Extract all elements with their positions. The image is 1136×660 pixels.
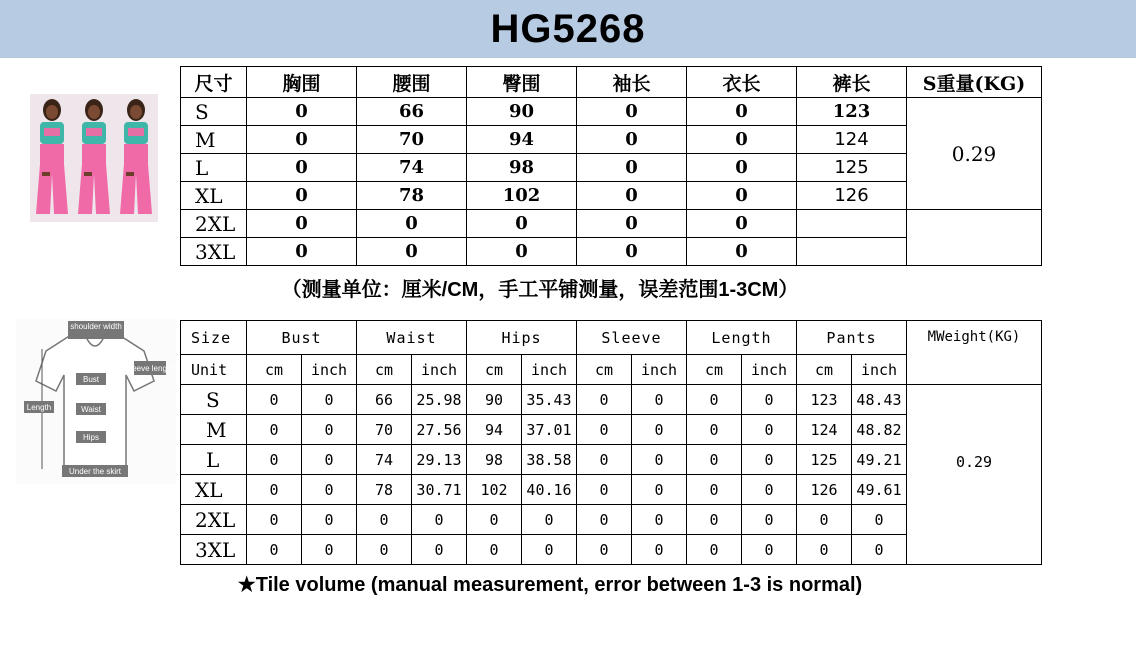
value-cell: 0	[247, 385, 302, 415]
bust-cell: 0	[247, 238, 357, 266]
table-row	[181, 98, 1042, 126]
value-cell: 66	[357, 385, 412, 415]
value-cell: 0	[852, 505, 907, 535]
bust-cell: 0	[247, 98, 357, 126]
unit-cm: cm	[687, 355, 742, 385]
value-cell: 0	[357, 535, 412, 565]
waist-cell: 66	[357, 98, 467, 126]
size-cell: S	[181, 98, 247, 126]
bust-cell: 0	[247, 210, 357, 238]
waist-label: Waist	[81, 405, 101, 414]
value-cell: 27.56	[412, 415, 467, 445]
value-cell: 0	[687, 505, 742, 535]
value-cell: 98	[467, 445, 522, 475]
dress-diagram	[16, 319, 176, 484]
hips-cell: 0	[467, 238, 577, 266]
value-cell: 40.16	[522, 475, 577, 505]
unit-inch: inch	[302, 355, 357, 385]
value-cell: 0	[302, 445, 357, 475]
waist-cell: 70	[357, 126, 467, 154]
value-cell: 0	[467, 505, 522, 535]
value-cell: 0	[302, 475, 357, 505]
value-cell: 0	[247, 475, 302, 505]
value-cell: 0	[687, 475, 742, 505]
hips-label: Hips	[82, 433, 100, 442]
sleeve-cell: 0	[577, 98, 687, 126]
pants-cell	[797, 238, 907, 266]
hips-cell: 102	[467, 182, 577, 210]
size-cell: 2XL	[181, 505, 247, 535]
pants-cell: 125	[797, 154, 907, 182]
length-label: Length	[26, 403, 52, 412]
unit-inch: inch	[412, 355, 467, 385]
length-cell: 0	[687, 182, 797, 210]
measurement-note-cn: （测量单位：厘米/CM，手工平铺测量，误差范围1-3CM）	[281, 279, 799, 301]
value-cell: 0	[247, 535, 302, 565]
value-cell: 0	[687, 445, 742, 475]
table-header-row	[181, 321, 1042, 355]
measurement-note-en: ★Tile volume (manual measurement, error between 1-3 is normal)	[237, 574, 863, 596]
header-weight: MWeight(KG)	[907, 321, 1042, 385]
unit-cm: cm	[357, 355, 412, 385]
value-cell: 0	[302, 505, 357, 535]
value-cell: 0	[247, 415, 302, 445]
table-header-row	[181, 67, 1042, 98]
value-cell: 0	[302, 415, 357, 445]
sleeve-cell: 0	[577, 154, 687, 182]
value-cell: 0	[247, 445, 302, 475]
value-cell: 48.82	[852, 415, 907, 445]
value-cell: 78	[357, 475, 412, 505]
bust-label: Bust	[82, 375, 100, 384]
value-cell: 48.43	[852, 385, 907, 415]
value-cell: 0	[742, 505, 797, 535]
header-bust: 胸围	[247, 67, 357, 98]
pants-cell: 126	[797, 182, 907, 210]
value-cell: 0	[577, 475, 632, 505]
unit-cm: cm	[247, 355, 302, 385]
bust-cell: 0	[247, 182, 357, 210]
unit-inch: inch	[632, 355, 687, 385]
value-cell: 0	[632, 535, 687, 565]
unit-cm: cm	[467, 355, 522, 385]
value-cell: 35.43	[522, 385, 577, 415]
value-cell: 0	[742, 445, 797, 475]
shoulder-label: shoulder width	[70, 322, 122, 331]
header-bust: Bust	[247, 321, 357, 355]
value-cell: 0	[412, 535, 467, 565]
value-cell: 0	[742, 415, 797, 445]
header-waist: Waist	[357, 321, 467, 355]
value-cell: 0	[522, 535, 577, 565]
sleeve-cell: 0	[577, 238, 687, 266]
table-row	[181, 385, 1042, 415]
value-cell: 94	[467, 415, 522, 445]
product-code-title: HG5268	[490, 6, 646, 51]
unit-inch: inch	[522, 355, 577, 385]
header-pants: Pants	[797, 321, 907, 355]
header-waist: 腰围	[357, 67, 467, 98]
table-row	[181, 210, 1042, 238]
value-cell: 0	[797, 535, 852, 565]
value-cell: 74	[357, 445, 412, 475]
waist-cell: 78	[357, 182, 467, 210]
size-cell: M	[181, 126, 247, 154]
header-size: Size	[181, 321, 247, 355]
value-cell: 0	[852, 535, 907, 565]
size-cell: L	[181, 154, 247, 182]
waist-cell: 0	[357, 238, 467, 266]
unit-cm: cm	[797, 355, 852, 385]
value-cell: 0	[412, 505, 467, 535]
size-table-cn	[180, 66, 1042, 266]
pants-cell	[797, 210, 907, 238]
size-cell: M	[181, 415, 247, 445]
header-sleeve: Sleeve	[577, 321, 687, 355]
size-cell: L	[181, 445, 247, 475]
value-cell: 0	[467, 535, 522, 565]
header-hips: 臀围	[467, 67, 577, 98]
value-cell: 0	[632, 475, 687, 505]
value-cell: 0	[577, 505, 632, 535]
bust-cell: 0	[247, 126, 357, 154]
size-table-en	[180, 320, 1042, 565]
value-cell: 0	[247, 505, 302, 535]
value-cell: 123	[797, 385, 852, 415]
hips-cell: 98	[467, 154, 577, 182]
size-cell: XL	[181, 475, 247, 505]
size-cell: XL	[181, 182, 247, 210]
value-cell: 29.13	[412, 445, 467, 475]
unit-label: Unit	[181, 355, 247, 385]
value-cell: 0	[577, 385, 632, 415]
header-length: Length	[687, 321, 797, 355]
value-cell: 70	[357, 415, 412, 445]
value-cell: 0	[302, 535, 357, 565]
header-size: 尺寸	[181, 67, 247, 98]
value-cell: 25.98	[412, 385, 467, 415]
weight-cell: 0.29	[907, 98, 1042, 210]
value-cell: 0	[797, 505, 852, 535]
length-cell: 0	[687, 210, 797, 238]
value-cell: 0	[577, 445, 632, 475]
value-cell: 0	[742, 475, 797, 505]
value-cell: 0	[577, 535, 632, 565]
weight-cell: 0.29	[907, 385, 1042, 565]
waist-cell: 0	[357, 210, 467, 238]
waist-cell: 74	[357, 154, 467, 182]
value-cell: 0	[302, 385, 357, 415]
value-cell: 49.21	[852, 445, 907, 475]
value-cell: 90	[467, 385, 522, 415]
value-cell: 0	[632, 385, 687, 415]
value-cell: 49.61	[852, 475, 907, 505]
models-illustration	[30, 94, 158, 222]
value-cell: 0	[632, 445, 687, 475]
value-cell: 0	[632, 505, 687, 535]
header-hips: Hips	[467, 321, 577, 355]
value-cell: 0	[742, 535, 797, 565]
length-cell: 0	[687, 126, 797, 154]
measurement-diagram	[16, 319, 176, 484]
hips-cell: 90	[467, 98, 577, 126]
sleeve-cell: 0	[577, 210, 687, 238]
hips-cell: 94	[467, 126, 577, 154]
value-cell: 0	[632, 415, 687, 445]
value-cell: 0	[577, 415, 632, 445]
value-cell: 125	[797, 445, 852, 475]
value-cell: 0	[687, 415, 742, 445]
unit-inch: inch	[852, 355, 907, 385]
length-cell: 0	[687, 238, 797, 266]
sleeve-cell: 0	[577, 126, 687, 154]
hips-cell: 0	[467, 210, 577, 238]
size-cell: 3XL	[181, 535, 247, 565]
header-weight: S重量(KG)	[907, 67, 1042, 98]
value-cell: 37.01	[522, 415, 577, 445]
pants-cell: 124	[797, 126, 907, 154]
skirt-label: Under the skirt	[68, 467, 122, 476]
size-cell: 2XL	[181, 210, 247, 238]
value-cell: 0	[357, 505, 412, 535]
length-cell: 0	[687, 98, 797, 126]
pants-cell: 123	[797, 98, 907, 126]
value-cell: 102	[467, 475, 522, 505]
value-cell: 0	[687, 385, 742, 415]
sleeve-cell: 0	[577, 182, 687, 210]
product-photo	[30, 94, 158, 222]
header-sleeve: 袖长	[577, 67, 687, 98]
size-cell: S	[181, 385, 247, 415]
value-cell: 30.71	[412, 475, 467, 505]
sleeve-label: sleeve length	[126, 364, 174, 373]
value-cell: 124	[797, 415, 852, 445]
header-pants: 裤长	[797, 67, 907, 98]
weight-empty-cell	[907, 210, 1042, 266]
value-cell: 126	[797, 475, 852, 505]
value-cell: 38.58	[522, 445, 577, 475]
value-cell: 0	[687, 535, 742, 565]
unit-inch: inch	[742, 355, 797, 385]
header-length: 衣长	[687, 67, 797, 98]
size-cell: 3XL	[181, 238, 247, 266]
title-banner	[0, 0, 1136, 58]
value-cell: 0	[522, 505, 577, 535]
value-cell: 0	[742, 385, 797, 415]
bust-cell: 0	[247, 154, 357, 182]
length-cell: 0	[687, 154, 797, 182]
unit-cm: cm	[577, 355, 632, 385]
